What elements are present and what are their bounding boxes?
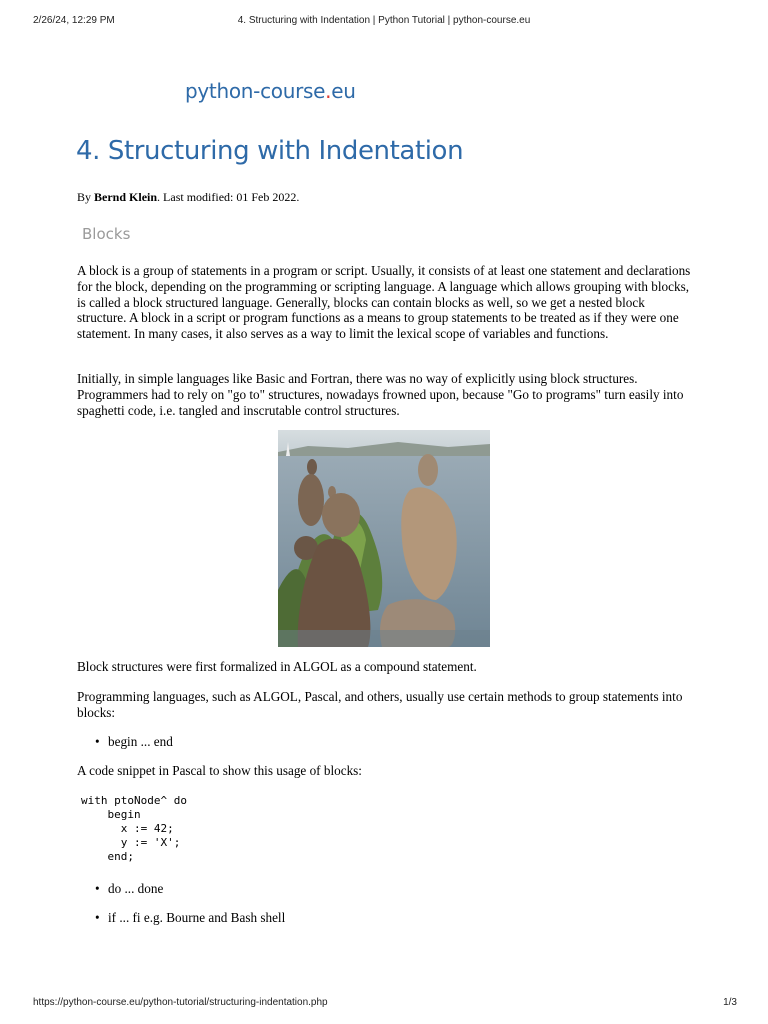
list-item [95,910,285,926]
list-item-text: do ... done [108,881,164,896]
byline-suffix: . Last modified: 01 Feb 2022. [157,190,300,204]
logo-name: python-course [185,79,326,103]
bullet-icon: • [95,734,100,749]
paragraph: A block is a group of statements in a program or script. Usually, it consists of at least one statement and declarations for the block, depending on the programming or scripting language. A language which allows grouping with blocks, is called a block structured language. Generally, blocks can contain blocks as well, so we get a nested block structure. A block in a script or program functions as a means to group statements to be treated as if they were one statement. In many cases, it also serves as a way to limit the lexical scope of variables and functions. [77,263,691,342]
code-block: with ptoNode^ do begin x := 42; y := 'X'; end; [81,794,187,863]
balanced-stones-photo [278,430,490,647]
print-datetime: 2/26/24, 12:29 PM [33,15,115,26]
logo-dot: . [325,79,332,103]
list-item [95,734,173,750]
author-name: Bernd Klein [94,190,158,204]
paragraph: Programming languages, such as ALGOL, Pascal, and others, usually use certain methods to group statements into blocks: [77,689,683,720]
bullet-icon: • [95,910,100,925]
site-logo[interactable] [185,79,356,103]
list-item-text: begin ... end [108,734,173,749]
paragraph: A code snippet in Pascal to show this usage of blocks: [77,763,362,778]
print-page-title: 4. Structuring with Indentation | Python Tutorial | python-course.eu [237,15,531,26]
page-title: 4. Structuring with Indentation [76,136,464,166]
byline [77,190,299,205]
paragraph: Initially, in simple languages like Basic and Fortran, there was no way of explicitly using block structures. Programmers had to rely on "go to" structures, nowadays frowned upon, because "Go to programs" turn easily into spaghetti code, i.e. tangled and inscrutable control structures. [77,371,684,418]
print-page-number: 1/3 [723,997,737,1008]
list-item [95,881,163,897]
logo-tld: eu [331,79,356,103]
bullet-icon: • [95,881,100,896]
byline-prefix: By [77,190,95,204]
list-item-text: if ... fi e.g. Bourne and Bash shell [108,910,286,925]
paragraph: Block structures were first formalized in ALGOL as a compound statement. [77,659,477,674]
section-heading: Blocks [82,225,131,243]
print-url: https://python-course.eu/python-tutorial/structuring-indentation.php [33,997,328,1008]
